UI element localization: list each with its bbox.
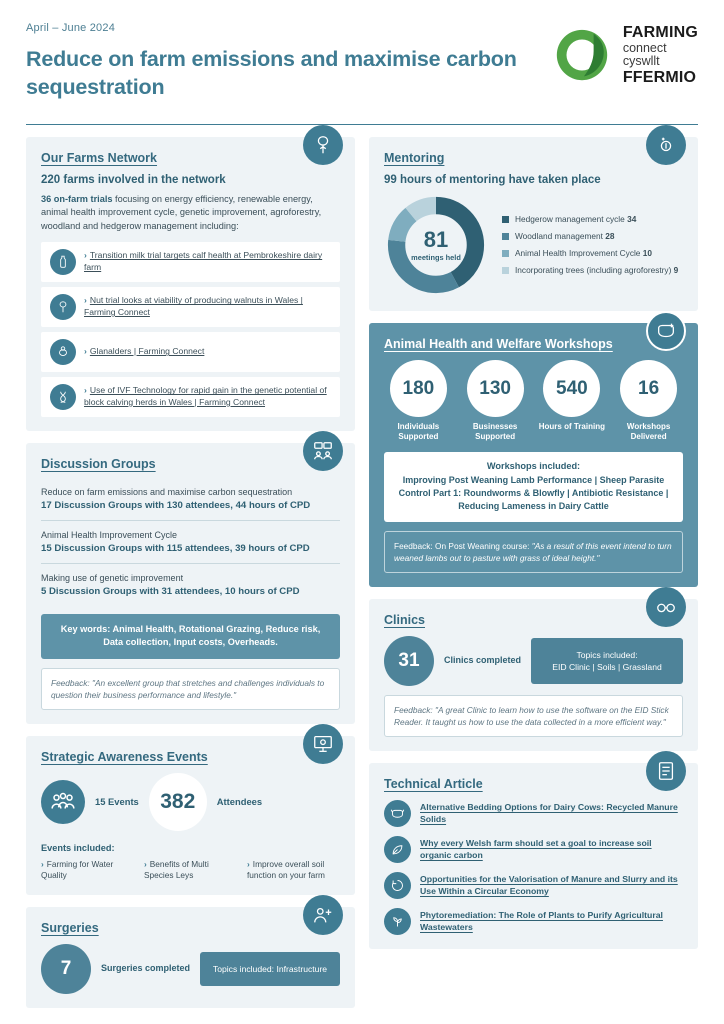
list-item-label: Alternative Bedding Options for Dairy Cows: Recycled Manure Solids: [420, 801, 678, 824]
legend-label: Hedgerow management cycle: [515, 214, 625, 225]
events-count-label: 15 Events: [95, 796, 139, 808]
surgeries-topics: Topics included: Infrastructure: [200, 952, 340, 986]
logo-line-4: FFERMIO: [622, 68, 697, 86]
sheep-icon: [50, 339, 76, 365]
clinics-summary: [384, 636, 683, 686]
legend-swatch: [502, 250, 509, 257]
legend-item: [502, 231, 678, 242]
presentation-screen-icon: [303, 724, 343, 764]
card-surgeries: [26, 907, 355, 1008]
logo-line-3: cyswllt: [622, 54, 660, 68]
leaf-icon: [384, 836, 411, 863]
keywords-box: Key words: Animal Health, Rotational Grazing, Reduce risk, Data collection, Input costs, Overheads.: [41, 614, 340, 659]
card-title: Technical Article: [384, 777, 483, 792]
list-item: › Farming for Water Quality: [41, 858, 114, 880]
stat-caption: Businesses Supported: [472, 422, 518, 441]
stat: [461, 360, 530, 442]
surgeries-summary: [41, 944, 340, 994]
divider: [41, 563, 340, 564]
stat-value: 540: [543, 360, 600, 417]
workshops-included-box: [384, 452, 683, 522]
discussion-subject: Reduce on farm emissions and maximise carbon sequestration: [41, 487, 293, 498]
chart-legend: [502, 214, 678, 275]
stat-value: 130: [467, 360, 524, 417]
stat-value: 16: [620, 360, 677, 417]
list-item[interactable]: [384, 836, 683, 863]
feedback-prefix: Feedback: On Post Weaning course:: [394, 541, 532, 552]
stat: [384, 360, 453, 442]
farms-body-rest: focusing on energy efficiency, renewable energy, animal health improvement cycle, genetic improvement, agroforestry, woodland and hedgerow management including:: [41, 194, 322, 231]
list-item[interactable]: [41, 242, 340, 282]
card-discussion-groups: [26, 443, 355, 724]
list-item[interactable]: [384, 872, 683, 899]
stat-caption: Individuals Supported: [397, 422, 440, 441]
legend-swatch: [502, 216, 509, 223]
workshops-included-body: Improving Post Weaning Lamb Performance | Sheep Parasite Control Part 1: Roundworms & Blowfly | Antibiotic Resistance | Reducing Lameness in Dairy Cattle: [398, 475, 669, 512]
legend-item: [502, 265, 678, 276]
discussion-block: [41, 566, 340, 604]
list-item-label: › Nut trial looks at viability of producing walnuts in Wales | Farming Connect: [84, 295, 303, 318]
mentoring-chart: [384, 193, 683, 297]
list-item-label: › Glanalders | Farming Connect: [84, 346, 205, 357]
attendees-number: 382: [149, 773, 207, 831]
legend-value: 28: [605, 231, 615, 242]
card-title: Discussion Groups: [41, 457, 156, 472]
card-animal-health-workshops: [369, 323, 698, 587]
people-group-icon: [41, 780, 85, 824]
card-title: Strategic Awareness Events: [41, 749, 208, 764]
divider: [41, 520, 340, 521]
header-divider: [26, 124, 698, 125]
walnut-tree-icon: [50, 294, 76, 320]
feedback-box: Feedback: "An excellent group that stretches and challenges individuals to question their business performance and lifestyle.": [41, 668, 340, 710]
page-title: Reduce on farm emissions and maximise carbon sequestration: [26, 47, 517, 99]
list-item-label: Phytoremediation: The Role of Plants to Purify Agricultural Wastewaters: [420, 909, 663, 932]
surgeries-number: 7: [41, 944, 91, 994]
events-included-list: [41, 859, 340, 881]
mentoring-lead: 99 hours of mentoring have taken place: [384, 174, 601, 186]
content-columns: [26, 137, 698, 1008]
farms-lead: 220 farms involved in the network: [41, 174, 226, 186]
discussion-block: [41, 523, 340, 561]
card-title: Animal Health and Welfare Workshops: [384, 337, 613, 351]
list-item-label: › Transition milk trial targets calf health at Pembrokeshire dairy farm: [84, 250, 323, 273]
legend-label: Incorporating trees (including agroforestry): [515, 264, 672, 275]
donut-chart: [384, 193, 488, 297]
clinics-label: Clinics completed: [444, 655, 522, 666]
plant-water-icon: [384, 908, 411, 935]
feedback-quote: "As a result of this event intend to turn weaned lambs out to pasture with grass of ideal height.": [394, 541, 672, 564]
feedback-box: Feedback: "A great Clinic to learn how to use the software on the EID Stick Reader. It taught us how to use the data collected in a more efficient way.": [384, 695, 683, 737]
list-item[interactable]: [384, 800, 683, 827]
legend-swatch: [502, 267, 509, 274]
mentoring-person-icon: [646, 125, 686, 165]
stat-caption: Hours of Training: [538, 422, 605, 431]
surgeries-label: Surgeries completed: [101, 963, 191, 974]
card-our-farms-network: [26, 137, 355, 431]
stat: [538, 360, 607, 442]
stat-value: 180: [390, 360, 447, 417]
list-item-label: Why every Welsh farm should set a goal to increase soil organic carbon: [420, 837, 652, 860]
trial-list: [41, 242, 340, 417]
discussion-detail: 5 Discussion Groups with 31 attendees, 10 hours of CPD: [41, 586, 300, 598]
attendees-label: Attendees: [216, 796, 263, 808]
list-item-label: Opportunities for the Valorisation of Manure and Slurry and its Use Within a Circular Economy: [420, 873, 678, 896]
farms-body: [41, 193, 340, 233]
logo-line-1: FARMING: [622, 24, 698, 42]
list-item-label: › Use of IVF Technology for rapid gain in the genetic potential of block calving herds in Wales | Farming Connect: [84, 385, 327, 408]
clinics-number: 31: [384, 636, 434, 686]
milk-bottle-icon: [50, 249, 76, 275]
dna-icon: [50, 384, 76, 410]
donut-center-label: meetings held: [411, 252, 461, 262]
donut-center-number: 81: [423, 226, 449, 252]
clinics-topics-body: EID Clinic | Soils | Grassland: [552, 662, 662, 673]
card-title: Our Farms Network: [41, 151, 158, 165]
add-person-icon: [303, 895, 343, 935]
card-title: Mentoring: [384, 151, 445, 165]
logo-text: [623, 24, 698, 86]
discussion-subject: Making use of genetic improvement: [41, 573, 184, 584]
date-range: April – June 2024: [26, 22, 116, 34]
farms-body-bold: 36 on-farm trials: [41, 194, 113, 204]
legend-value: 9: [673, 264, 679, 275]
document-icon: [646, 751, 686, 791]
list-item: › Improve overall soil function on your farm: [247, 858, 325, 880]
stat-caption: Workshops Delivered: [626, 422, 671, 441]
donut-center: [384, 193, 488, 297]
stats-row: [384, 360, 683, 442]
logo-line-2: connect: [622, 40, 667, 55]
discussion-subject: Animal Health Improvement Cycle: [41, 530, 178, 541]
legend-item: [502, 248, 678, 259]
discussion-block: [41, 480, 340, 518]
glasses-icon: [646, 587, 686, 627]
legend-item: [502, 214, 678, 225]
legend-value: 10: [642, 248, 652, 258]
card-technical-article: [369, 763, 698, 949]
feedback-box: [384, 531, 683, 573]
stat: [614, 360, 683, 442]
card-clinics: [369, 599, 698, 751]
left-column: [26, 137, 355, 1008]
workshops-included-title: Workshops included:: [486, 461, 581, 471]
legend-label: Woodland management: [515, 231, 603, 242]
card-mentoring: [369, 137, 698, 311]
logo: [551, 24, 698, 86]
list-item[interactable]: [41, 287, 340, 327]
events-included-label: Events included:: [41, 842, 115, 853]
group-presentation-icon: [303, 431, 343, 471]
clinics-topics: [531, 638, 683, 684]
recycle-icon: [384, 872, 411, 899]
card-title: Clinics: [384, 613, 425, 628]
right-column: [369, 137, 698, 1008]
card-strategic-awareness-events: [26, 736, 355, 895]
farming-connect-swirl-icon: [551, 24, 613, 86]
list-item: › Benefits of Multi Species Leys: [144, 858, 209, 880]
card-title: Surgeries: [41, 921, 99, 936]
list-item[interactable]: [41, 332, 340, 372]
cow-icon: [384, 800, 411, 827]
list-item[interactable]: [41, 377, 340, 417]
clinics-topics-title: Topics included:: [576, 650, 638, 661]
list-item[interactable]: [384, 908, 683, 935]
discussion-detail: 17 Discussion Groups with 130 attendees, 44 hours of CPD: [41, 500, 311, 512]
legend-swatch: [502, 233, 509, 240]
vet-cow-icon: [646, 311, 686, 351]
discussion-detail: 15 Discussion Groups with 115 attendees, 39 hours of CPD: [41, 543, 310, 555]
legend-label: Animal Health Improvement Cycle: [515, 248, 641, 258]
legend-value: 34: [627, 214, 637, 225]
events-summary: [41, 773, 340, 831]
page-header: [26, 22, 698, 118]
walnut-tree-icon: [303, 125, 343, 165]
